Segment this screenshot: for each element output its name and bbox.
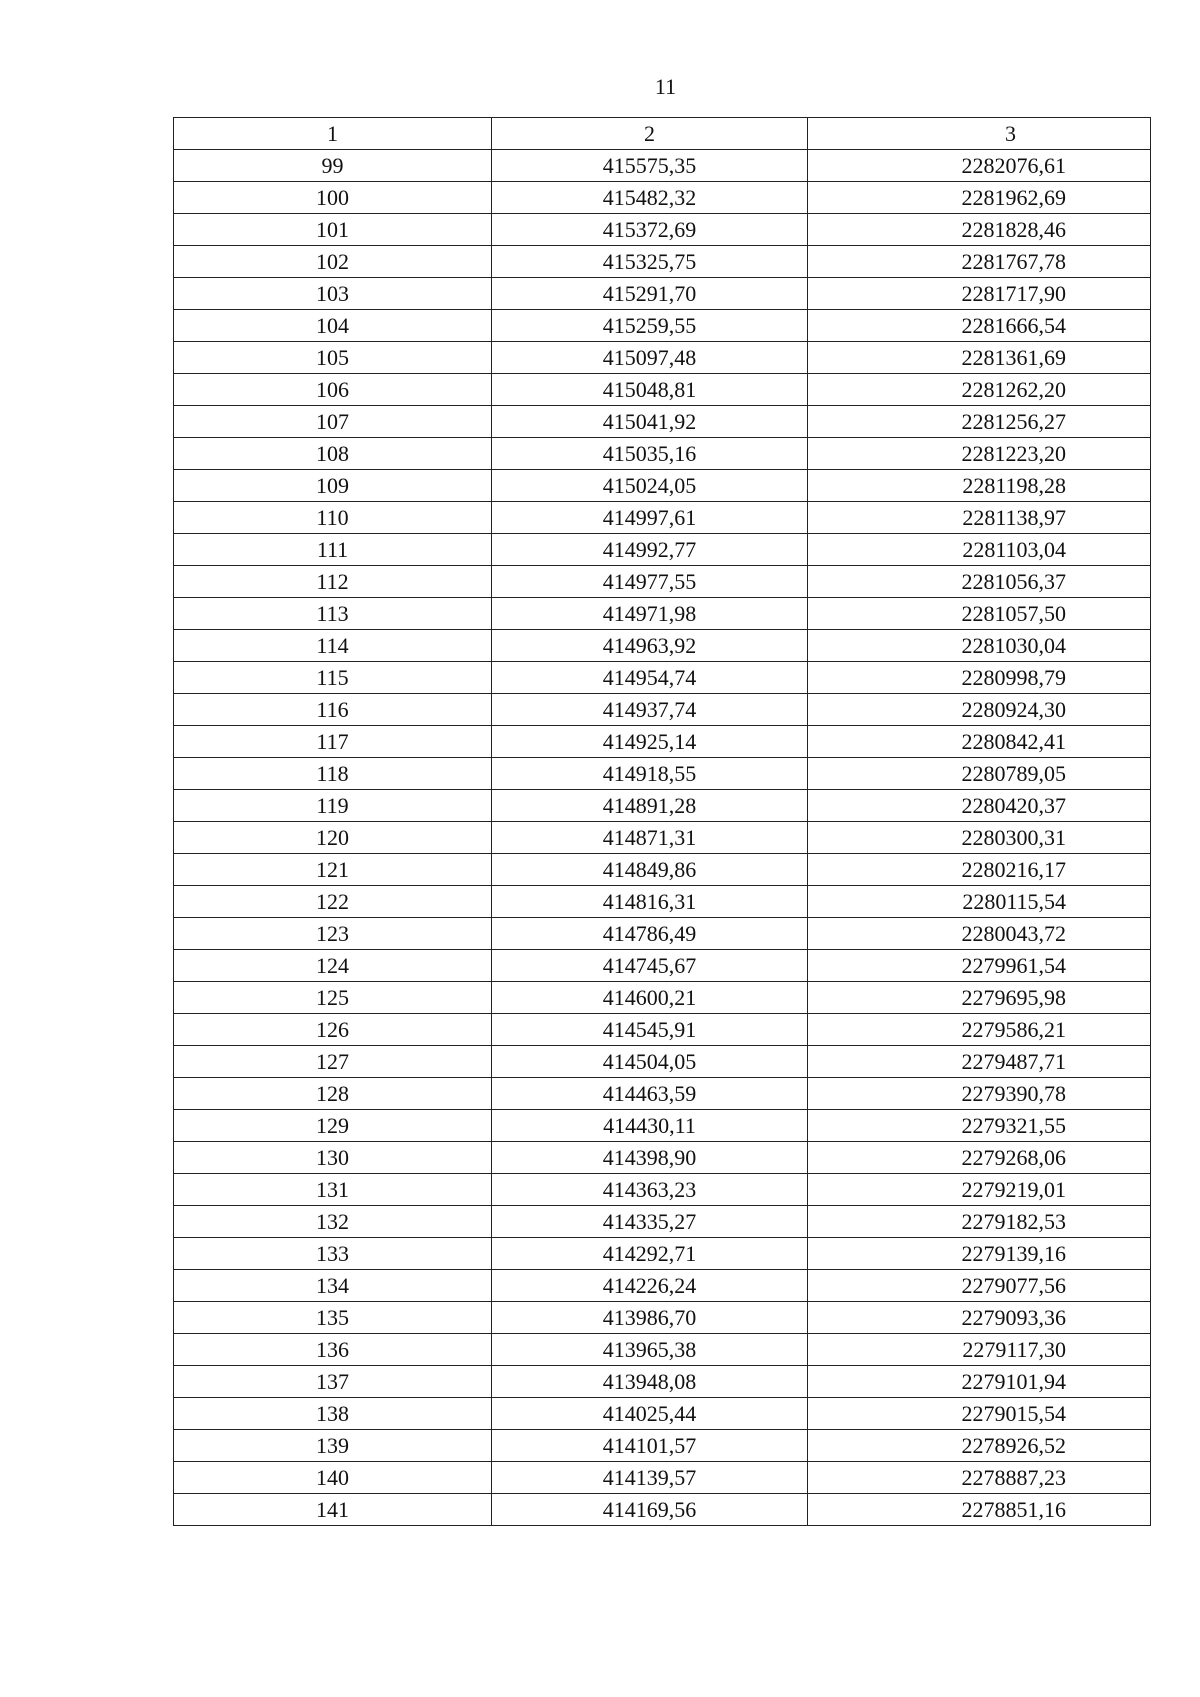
point-number-cell: 118 (174, 758, 492, 790)
y-coordinate-cell: 2279077,56 (808, 1270, 1151, 1302)
y-coordinate-cell: 2279321,55 (808, 1110, 1151, 1142)
y-coordinate-cell: 2281962,69 (808, 182, 1151, 214)
point-number-cell: 111 (174, 534, 492, 566)
point-number-cell: 114 (174, 630, 492, 662)
point-number-cell: 106 (174, 374, 492, 406)
table-row (174, 1078, 1151, 1110)
x-coordinate-cell: 414849,86 (492, 854, 808, 886)
table-row (174, 374, 1151, 406)
y-coordinate-cell: 2281256,27 (808, 406, 1151, 438)
point-number-cell: 130 (174, 1142, 492, 1174)
table-row (174, 1398, 1151, 1430)
point-number-cell: 126 (174, 1014, 492, 1046)
table-row (174, 566, 1151, 598)
table-row (174, 982, 1151, 1014)
table-row (174, 662, 1151, 694)
table-row (174, 1174, 1151, 1206)
point-number-cell: 125 (174, 982, 492, 1014)
x-coordinate-cell: 414992,77 (492, 534, 808, 566)
y-coordinate-cell: 2279487,71 (808, 1046, 1151, 1078)
y-coordinate-cell: 2278887,23 (808, 1462, 1151, 1494)
y-coordinate-cell: 2281030,04 (808, 630, 1151, 662)
y-coordinate-cell: 2280115,54 (808, 886, 1151, 918)
point-number-cell: 121 (174, 854, 492, 886)
x-coordinate-cell: 414545,91 (492, 1014, 808, 1046)
point-number-cell: 99 (174, 150, 492, 182)
point-number-cell: 103 (174, 278, 492, 310)
y-coordinate-cell: 2281767,78 (808, 246, 1151, 278)
table-row (174, 1366, 1151, 1398)
column-header-1: 1 (174, 118, 492, 150)
x-coordinate-cell: 415482,32 (492, 182, 808, 214)
point-number-cell: 122 (174, 886, 492, 918)
y-coordinate-cell: 2279695,98 (808, 982, 1151, 1014)
table-row (174, 246, 1151, 278)
x-coordinate-cell: 415291,70 (492, 278, 808, 310)
x-coordinate-cell: 415048,81 (492, 374, 808, 406)
table-row (174, 1302, 1151, 1334)
y-coordinate-cell: 2279101,94 (808, 1366, 1151, 1398)
point-number-cell: 105 (174, 342, 492, 374)
table-row (174, 1430, 1151, 1462)
table-row (174, 1206, 1151, 1238)
point-number-cell: 102 (174, 246, 492, 278)
y-coordinate-cell: 2279117,30 (808, 1334, 1151, 1366)
point-number-cell: 139 (174, 1430, 492, 1462)
point-number-cell: 101 (174, 214, 492, 246)
y-coordinate-cell: 2281262,20 (808, 374, 1151, 406)
header-row (174, 118, 1151, 150)
y-coordinate-cell: 2280043,72 (808, 918, 1151, 950)
x-coordinate-cell: 414101,57 (492, 1430, 808, 1462)
x-coordinate-cell: 414971,98 (492, 598, 808, 630)
x-coordinate-cell: 414226,24 (492, 1270, 808, 1302)
x-coordinate-cell: 414871,31 (492, 822, 808, 854)
point-number-cell: 124 (174, 950, 492, 982)
x-coordinate-cell: 414292,71 (492, 1238, 808, 1270)
table-row (174, 342, 1151, 374)
y-coordinate-cell: 2281717,90 (808, 278, 1151, 310)
table-row (174, 790, 1151, 822)
point-number-cell: 129 (174, 1110, 492, 1142)
x-coordinate-cell: 415041,92 (492, 406, 808, 438)
x-coordinate-cell: 414169,56 (492, 1494, 808, 1526)
table-row (174, 1334, 1151, 1366)
point-number-cell: 117 (174, 726, 492, 758)
y-coordinate-cell: 2279961,54 (808, 950, 1151, 982)
table-row (174, 758, 1151, 790)
y-coordinate-cell: 2278851,16 (808, 1494, 1151, 1526)
table-row (174, 1046, 1151, 1078)
x-coordinate-cell: 415325,75 (492, 246, 808, 278)
y-coordinate-cell: 2280842,41 (808, 726, 1151, 758)
x-coordinate-cell: 414997,61 (492, 502, 808, 534)
x-coordinate-cell: 414963,92 (492, 630, 808, 662)
column-header-3: 3 (808, 118, 1151, 150)
point-number-cell: 136 (174, 1334, 492, 1366)
y-coordinate-cell: 2281056,37 (808, 566, 1151, 598)
point-number-cell: 135 (174, 1302, 492, 1334)
point-number-cell: 100 (174, 182, 492, 214)
point-number-cell: 127 (174, 1046, 492, 1078)
table-row (174, 406, 1151, 438)
x-coordinate-cell: 414816,31 (492, 886, 808, 918)
table-row (174, 630, 1151, 662)
y-coordinate-cell: 2281198,28 (808, 470, 1151, 502)
table-row (174, 886, 1151, 918)
y-coordinate-cell: 2280300,31 (808, 822, 1151, 854)
page-number: 11 (654, 74, 677, 99)
x-coordinate-cell: 415259,55 (492, 310, 808, 342)
y-coordinate-cell: 2278926,52 (808, 1430, 1151, 1462)
x-coordinate-cell: 413986,70 (492, 1302, 808, 1334)
y-coordinate-cell: 2279390,78 (808, 1078, 1151, 1110)
point-number-cell: 132 (174, 1206, 492, 1238)
table-row (174, 1270, 1151, 1302)
table-row (174, 1110, 1151, 1142)
table-row (174, 182, 1151, 214)
point-number-cell: 141 (174, 1494, 492, 1526)
point-number-cell: 110 (174, 502, 492, 534)
x-coordinate-cell: 413948,08 (492, 1366, 808, 1398)
point-number-cell: 128 (174, 1078, 492, 1110)
y-coordinate-cell: 2280420,37 (808, 790, 1151, 822)
x-coordinate-cell: 415372,69 (492, 214, 808, 246)
x-coordinate-cell: 414891,28 (492, 790, 808, 822)
point-number-cell: 116 (174, 694, 492, 726)
table-row (174, 278, 1151, 310)
table-row (174, 214, 1151, 246)
y-coordinate-cell: 2281103,04 (808, 534, 1151, 566)
table-row (174, 150, 1151, 182)
table-body (174, 150, 1151, 1526)
y-coordinate-cell: 2279219,01 (808, 1174, 1151, 1206)
x-coordinate-cell: 413965,38 (492, 1334, 808, 1366)
column-header-2: 2 (492, 118, 808, 150)
table-row (174, 1462, 1151, 1494)
point-number-cell: 134 (174, 1270, 492, 1302)
table-row (174, 1238, 1151, 1270)
table-row (174, 1014, 1151, 1046)
point-number-cell: 138 (174, 1398, 492, 1430)
x-coordinate-cell: 414398,90 (492, 1142, 808, 1174)
point-number-cell: 137 (174, 1366, 492, 1398)
x-coordinate-cell: 415024,05 (492, 470, 808, 502)
x-coordinate-cell: 414937,74 (492, 694, 808, 726)
point-number-cell: 108 (174, 438, 492, 470)
point-number-cell: 131 (174, 1174, 492, 1206)
x-coordinate-cell: 414600,21 (492, 982, 808, 1014)
table-row (174, 470, 1151, 502)
table-row (174, 438, 1151, 470)
point-number-cell: 133 (174, 1238, 492, 1270)
point-number-cell: 119 (174, 790, 492, 822)
point-number-cell: 113 (174, 598, 492, 630)
y-coordinate-cell: 2281223,20 (808, 438, 1151, 470)
x-coordinate-cell: 415575,35 (492, 150, 808, 182)
point-number-cell: 104 (174, 310, 492, 342)
point-number-cell: 140 (174, 1462, 492, 1494)
x-coordinate-cell: 414925,14 (492, 726, 808, 758)
table-row (174, 1494, 1151, 1526)
point-number-cell: 123 (174, 918, 492, 950)
point-number-cell: 112 (174, 566, 492, 598)
table-row (174, 854, 1151, 886)
y-coordinate-cell: 2279015,54 (808, 1398, 1151, 1430)
y-coordinate-cell: 2281138,97 (808, 502, 1151, 534)
table-row (174, 918, 1151, 950)
y-coordinate-cell: 2279093,36 (808, 1302, 1151, 1334)
table-row (174, 950, 1151, 982)
y-coordinate-cell: 2281057,50 (808, 598, 1151, 630)
x-coordinate-cell: 414430,11 (492, 1110, 808, 1142)
table-header (174, 118, 1151, 150)
y-coordinate-cell: 2280998,79 (808, 662, 1151, 694)
coordinates-table (173, 117, 1151, 1526)
x-coordinate-cell: 414335,27 (492, 1206, 808, 1238)
y-coordinate-cell: 2279268,06 (808, 1142, 1151, 1174)
x-coordinate-cell: 414463,59 (492, 1078, 808, 1110)
x-coordinate-cell: 414745,67 (492, 950, 808, 982)
x-coordinate-cell: 414954,74 (492, 662, 808, 694)
x-coordinate-cell: 414363,23 (492, 1174, 808, 1206)
x-coordinate-cell: 415097,48 (492, 342, 808, 374)
table-row (174, 534, 1151, 566)
y-coordinate-cell: 2281666,54 (808, 310, 1151, 342)
x-coordinate-cell: 414918,55 (492, 758, 808, 790)
x-coordinate-cell: 414786,49 (492, 918, 808, 950)
point-number-cell: 109 (174, 470, 492, 502)
table-row (174, 822, 1151, 854)
table-row (174, 726, 1151, 758)
y-coordinate-cell: 2280924,30 (808, 694, 1151, 726)
table-row (174, 598, 1151, 630)
y-coordinate-cell: 2280789,05 (808, 758, 1151, 790)
y-coordinate-cell: 2281361,69 (808, 342, 1151, 374)
table-row (174, 310, 1151, 342)
y-coordinate-cell: 2279586,21 (808, 1014, 1151, 1046)
y-coordinate-cell: 2281828,46 (808, 214, 1151, 246)
y-coordinate-cell: 2282076,61 (808, 150, 1151, 182)
x-coordinate-cell: 414139,57 (492, 1462, 808, 1494)
y-coordinate-cell: 2280216,17 (808, 854, 1151, 886)
x-coordinate-cell: 414977,55 (492, 566, 808, 598)
table-row (174, 694, 1151, 726)
x-coordinate-cell: 414025,44 (492, 1398, 808, 1430)
x-coordinate-cell: 415035,16 (492, 438, 808, 470)
point-number-cell: 120 (174, 822, 492, 854)
y-coordinate-cell: 2279139,16 (808, 1238, 1151, 1270)
y-coordinate-cell: 2279182,53 (808, 1206, 1151, 1238)
table-row (174, 502, 1151, 534)
point-number-cell: 115 (174, 662, 492, 694)
x-coordinate-cell: 414504,05 (492, 1046, 808, 1078)
point-number-cell: 107 (174, 406, 492, 438)
table-row (174, 1142, 1151, 1174)
